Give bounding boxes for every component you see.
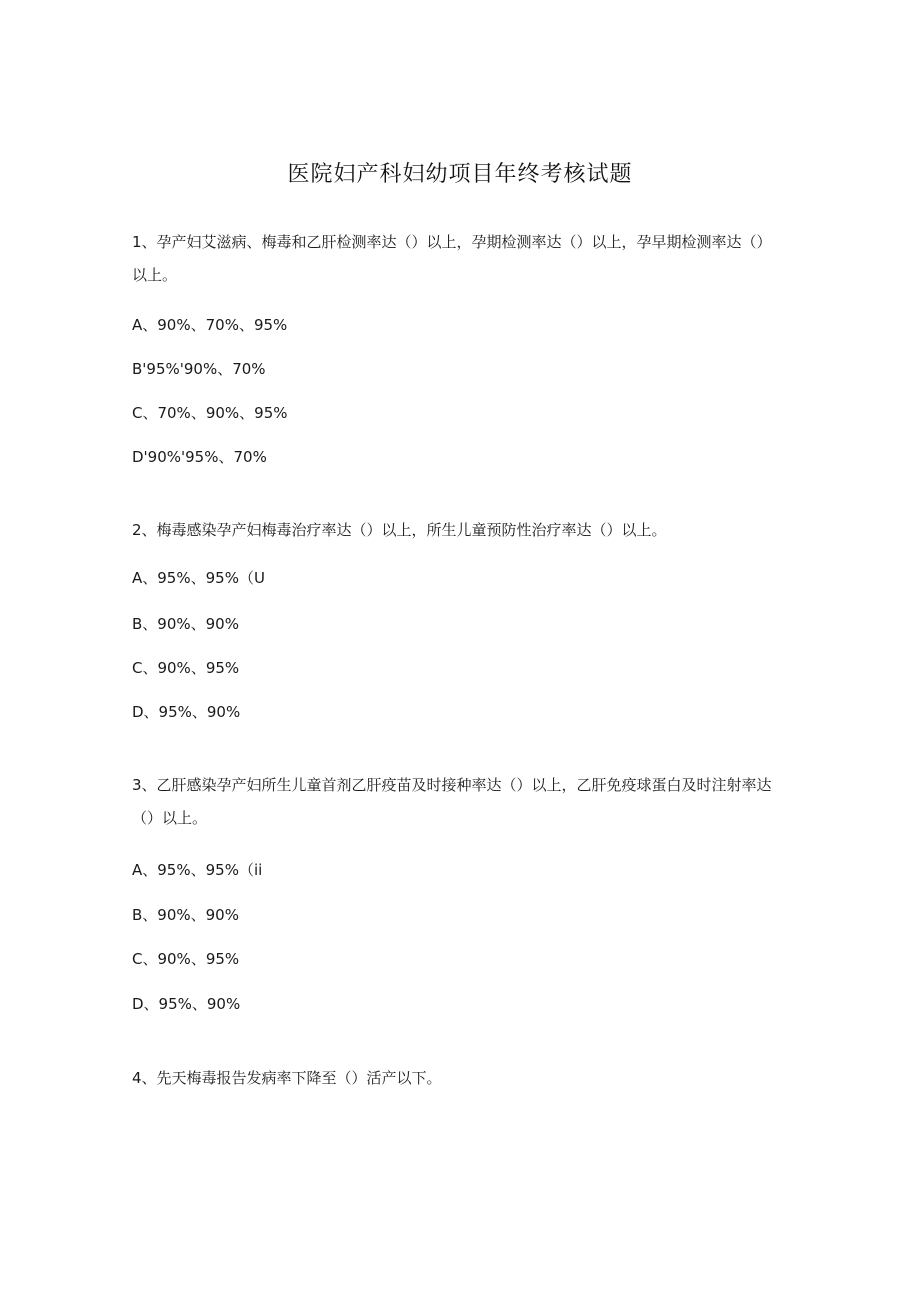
question-3-option-b: B、90%、90% — [132, 906, 239, 924]
question-2-option-a: A、95%、95%（U — [132, 569, 265, 587]
question-3-option-a: A、95%、95%（ii — [132, 861, 263, 879]
question-2-option-d: D、95%、90% — [132, 703, 241, 721]
question-1-text: 1、孕产妇艾滋病、梅毒和乙肝检测率达（）以上，孕期检测率达（）以上，孕早期检测率达（）以上。 — [132, 233, 772, 284]
page-title: 医院妇产科妇幼项目年终考核试题 — [287, 162, 633, 187]
question-2-text: 2、梅毒感染孕产妇梅毒治疗率达（）以上，所生儿童预防性治疗率达（）以上。 — [132, 521, 667, 539]
question-1-option-b: B'95%'90%、70% — [132, 360, 266, 378]
question-1-option-d: D'90%'95%、70% — [132, 448, 267, 466]
question-1-option-c: C、70%、90%、95% — [132, 404, 288, 422]
question-4-text: 4、先天梅毒报告发病率下降至（）活产以下。 — [132, 1069, 442, 1087]
question-3-option-d: D、95%、90% — [132, 995, 241, 1013]
question-2-option-c: C、90%、95% — [132, 659, 240, 677]
question-3-option-c: C、90%、95% — [132, 950, 240, 968]
question-2-option-b: B、90%、90% — [132, 615, 239, 633]
question-1-option-a: A、90%、70%、95% — [132, 316, 288, 334]
question-3-text: 3、乙肝感染孕产妇所生儿童首剂乙肝疫苗及时接种率达（）以上，乙肝免疫球蛋白及时注射率达（）以上。 — [132, 776, 772, 827]
